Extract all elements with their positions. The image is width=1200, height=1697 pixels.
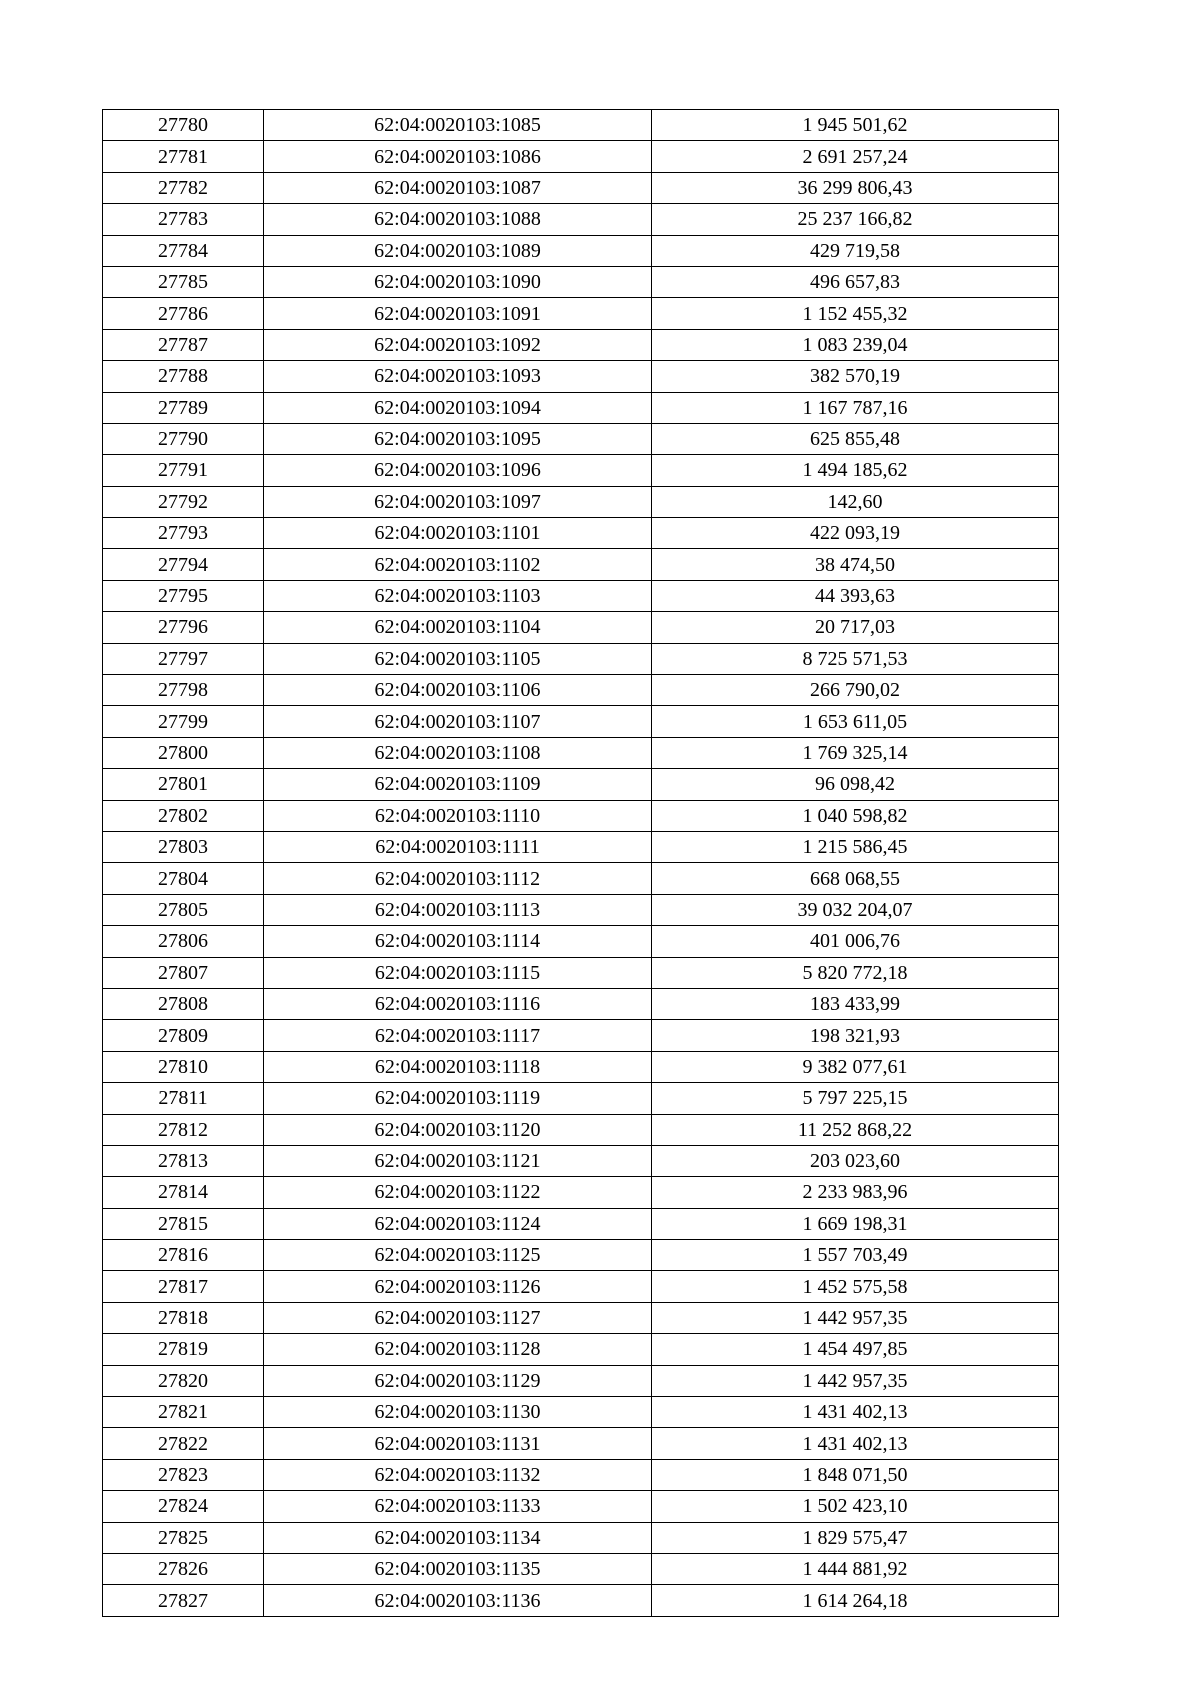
row-number-cell: 27784 xyxy=(103,235,264,266)
cadastral-value-cell: 1 494 185,62 xyxy=(652,455,1059,486)
cadastral-value-cell: 1 167 787,16 xyxy=(652,392,1059,423)
cadastral-value-cell: 1 442 957,35 xyxy=(652,1365,1059,1396)
row-number-cell: 27782 xyxy=(103,172,264,203)
table-row xyxy=(103,1428,1059,1459)
table-row xyxy=(103,737,1059,768)
cadastral-number-cell: 62:04:0020103:1114 xyxy=(264,926,652,957)
cadastral-number-cell: 62:04:0020103:1096 xyxy=(264,455,652,486)
row-number-cell: 27820 xyxy=(103,1365,264,1396)
table-row xyxy=(103,455,1059,486)
table-row xyxy=(103,1020,1059,1051)
row-number-cell: 27792 xyxy=(103,486,264,517)
cadastral-number-cell: 62:04:0020103:1109 xyxy=(264,769,652,800)
row-number-cell: 27799 xyxy=(103,706,264,737)
row-number-cell: 27826 xyxy=(103,1553,264,1584)
cadastral-value-cell: 1 431 402,13 xyxy=(652,1397,1059,1428)
row-number-cell: 27823 xyxy=(103,1459,264,1490)
cadastral-number-cell: 62:04:0020103:1104 xyxy=(264,612,652,643)
table-row xyxy=(103,1459,1059,1490)
cadastral-value-cell: 496 657,83 xyxy=(652,266,1059,297)
cadastral-number-cell: 62:04:0020103:1133 xyxy=(264,1491,652,1522)
cadastral-number-cell: 62:04:0020103:1087 xyxy=(264,172,652,203)
row-number-cell: 27804 xyxy=(103,863,264,894)
cadastral-number-cell: 62:04:0020103:1092 xyxy=(264,329,652,360)
cadastral-number-cell: 62:04:0020103:1122 xyxy=(264,1177,652,1208)
cadastral-number-cell: 62:04:0020103:1126 xyxy=(264,1271,652,1302)
cadastral-value-cell: 1 945 501,62 xyxy=(652,110,1059,141)
table-row xyxy=(103,298,1059,329)
cadastral-number-cell: 62:04:0020103:1089 xyxy=(264,235,652,266)
row-number-cell: 27789 xyxy=(103,392,264,423)
cadastral-number-cell: 62:04:0020103:1118 xyxy=(264,1051,652,1082)
cadastral-number-cell: 62:04:0020103:1129 xyxy=(264,1365,652,1396)
table-row xyxy=(103,1177,1059,1208)
row-number-cell: 27785 xyxy=(103,266,264,297)
cadastral-number-cell: 62:04:0020103:1107 xyxy=(264,706,652,737)
row-number-cell: 27821 xyxy=(103,1397,264,1428)
row-number-cell: 27810 xyxy=(103,1051,264,1082)
row-number-cell: 27790 xyxy=(103,423,264,454)
table-row xyxy=(103,612,1059,643)
row-number-cell: 27827 xyxy=(103,1585,264,1616)
cadastral-number-cell: 62:04:0020103:1121 xyxy=(264,1145,652,1176)
cadastral-value-cell: 422 093,19 xyxy=(652,518,1059,549)
cadastral-value-cell: 1 454 497,85 xyxy=(652,1334,1059,1365)
row-number-cell: 27797 xyxy=(103,643,264,674)
row-number-cell: 27786 xyxy=(103,298,264,329)
cadastral-value-cell: 382 570,19 xyxy=(652,361,1059,392)
row-number-cell: 27819 xyxy=(103,1334,264,1365)
cadastral-value-cell: 36 299 806,43 xyxy=(652,172,1059,203)
cadastral-value-cell: 11 252 868,22 xyxy=(652,1114,1059,1145)
cadastral-number-cell: 62:04:0020103:1124 xyxy=(264,1208,652,1239)
cadastral-number-cell: 62:04:0020103:1113 xyxy=(264,894,652,925)
cadastral-value-cell: 198 321,93 xyxy=(652,1020,1059,1051)
row-number-cell: 27803 xyxy=(103,831,264,862)
table-row xyxy=(103,1271,1059,1302)
table-row xyxy=(103,769,1059,800)
table-row xyxy=(103,1051,1059,1082)
cadastral-value-cell: 183 433,99 xyxy=(652,988,1059,1019)
table-row xyxy=(103,988,1059,1019)
row-number-cell: 27808 xyxy=(103,988,264,1019)
row-number-cell: 27802 xyxy=(103,800,264,831)
row-number-cell: 27806 xyxy=(103,926,264,957)
cadastral-value-cell: 8 725 571,53 xyxy=(652,643,1059,674)
cadastral-number-cell: 62:04:0020103:1115 xyxy=(264,957,652,988)
row-number-cell: 27807 xyxy=(103,957,264,988)
cadastral-value-cell: 1 829 575,47 xyxy=(652,1522,1059,1553)
cadastral-value-cell: 203 023,60 xyxy=(652,1145,1059,1176)
cadastral-number-cell: 62:04:0020103:1125 xyxy=(264,1240,652,1271)
table-row xyxy=(103,863,1059,894)
table-row xyxy=(103,141,1059,172)
cadastral-value-cell: 1 557 703,49 xyxy=(652,1240,1059,1271)
cadastral-value-cell: 1 653 611,05 xyxy=(652,706,1059,737)
row-number-cell: 27818 xyxy=(103,1302,264,1333)
table-body xyxy=(103,110,1059,1617)
cadastral-value-cell: 38 474,50 xyxy=(652,549,1059,580)
table-row xyxy=(103,329,1059,360)
cadastral-number-cell: 62:04:0020103:1103 xyxy=(264,580,652,611)
cadastral-value-cell: 1 442 957,35 xyxy=(652,1302,1059,1333)
row-number-cell: 27788 xyxy=(103,361,264,392)
table-row xyxy=(103,1334,1059,1365)
row-number-cell: 27817 xyxy=(103,1271,264,1302)
table-row xyxy=(103,580,1059,611)
cadastral-value-cell: 1 848 071,50 xyxy=(652,1459,1059,1490)
cadastral-value-cell: 2 691 257,24 xyxy=(652,141,1059,172)
table-row xyxy=(103,1522,1059,1553)
table-row xyxy=(103,706,1059,737)
row-number-cell: 27815 xyxy=(103,1208,264,1239)
table-row xyxy=(103,831,1059,862)
cadastral-value-cell: 1 769 325,14 xyxy=(652,737,1059,768)
cadastral-value-cell: 1 444 881,92 xyxy=(652,1553,1059,1584)
cadastral-number-cell: 62:04:0020103:1091 xyxy=(264,298,652,329)
cadastral-number-cell: 62:04:0020103:1111 xyxy=(264,831,652,862)
cadastral-value-cell: 625 855,48 xyxy=(652,423,1059,454)
cadastral-number-cell: 62:04:0020103:1097 xyxy=(264,486,652,517)
table-row xyxy=(103,957,1059,988)
row-number-cell: 27796 xyxy=(103,612,264,643)
table-row xyxy=(103,1145,1059,1176)
cadastral-value-cell: 266 790,02 xyxy=(652,675,1059,706)
table-row xyxy=(103,423,1059,454)
table-row xyxy=(103,1397,1059,1428)
table-row xyxy=(103,518,1059,549)
cadastral-value-table xyxy=(102,109,1059,1617)
cadastral-number-cell: 62:04:0020103:1102 xyxy=(264,549,652,580)
cadastral-value-cell: 9 382 077,61 xyxy=(652,1051,1059,1082)
cadastral-number-cell: 62:04:0020103:1130 xyxy=(264,1397,652,1428)
cadastral-value-cell: 1 431 402,13 xyxy=(652,1428,1059,1459)
cadastral-number-cell: 62:04:0020103:1119 xyxy=(264,1083,652,1114)
cadastral-value-cell: 1 040 598,82 xyxy=(652,800,1059,831)
cadastral-number-cell: 62:04:0020103:1093 xyxy=(264,361,652,392)
cadastral-value-cell: 25 237 166,82 xyxy=(652,204,1059,235)
table-row xyxy=(103,110,1059,141)
row-number-cell: 27809 xyxy=(103,1020,264,1051)
table-row xyxy=(103,1208,1059,1239)
cadastral-number-cell: 62:04:0020103:1094 xyxy=(264,392,652,423)
row-number-cell: 27793 xyxy=(103,518,264,549)
cadastral-number-cell: 62:04:0020103:1112 xyxy=(264,863,652,894)
cadastral-value-cell: 1 614 264,18 xyxy=(652,1585,1059,1616)
cadastral-number-cell: 62:04:0020103:1095 xyxy=(264,423,652,454)
row-number-cell: 27787 xyxy=(103,329,264,360)
row-number-cell: 27780 xyxy=(103,110,264,141)
cadastral-value-cell: 142,60 xyxy=(652,486,1059,517)
cadastral-number-cell: 62:04:0020103:1101 xyxy=(264,518,652,549)
cadastral-number-cell: 62:04:0020103:1132 xyxy=(264,1459,652,1490)
cadastral-number-cell: 62:04:0020103:1134 xyxy=(264,1522,652,1553)
table-row xyxy=(103,800,1059,831)
row-number-cell: 27781 xyxy=(103,141,264,172)
table-row xyxy=(103,235,1059,266)
cadastral-value-cell: 1 452 575,58 xyxy=(652,1271,1059,1302)
row-number-cell: 27814 xyxy=(103,1177,264,1208)
table-row xyxy=(103,1083,1059,1114)
row-number-cell: 27825 xyxy=(103,1522,264,1553)
table-row xyxy=(103,1365,1059,1396)
cadastral-number-cell: 62:04:0020103:1136 xyxy=(264,1585,652,1616)
cadastral-value-cell: 1 502 423,10 xyxy=(652,1491,1059,1522)
cadastral-number-cell: 62:04:0020103:1120 xyxy=(264,1114,652,1145)
table-row xyxy=(103,361,1059,392)
cadastral-number-cell: 62:04:0020103:1117 xyxy=(264,1020,652,1051)
table-row xyxy=(103,1585,1059,1616)
row-number-cell: 27791 xyxy=(103,455,264,486)
table-row xyxy=(103,643,1059,674)
cadastral-number-cell: 62:04:0020103:1127 xyxy=(264,1302,652,1333)
cadastral-number-cell: 62:04:0020103:1128 xyxy=(264,1334,652,1365)
cadastral-value-cell: 44 393,63 xyxy=(652,580,1059,611)
cadastral-number-cell: 62:04:0020103:1135 xyxy=(264,1553,652,1584)
row-number-cell: 27812 xyxy=(103,1114,264,1145)
cadastral-value-cell: 1 669 198,31 xyxy=(652,1208,1059,1239)
row-number-cell: 27822 xyxy=(103,1428,264,1459)
cadastral-number-cell: 62:04:0020103:1106 xyxy=(264,675,652,706)
cadastral-value-cell: 5 820 772,18 xyxy=(652,957,1059,988)
cadastral-value-cell: 401 006,76 xyxy=(652,926,1059,957)
table-row xyxy=(103,675,1059,706)
cadastral-value-cell: 39 032 204,07 xyxy=(652,894,1059,925)
table-row xyxy=(103,1114,1059,1145)
cadastral-value-cell: 668 068,55 xyxy=(652,863,1059,894)
table-row xyxy=(103,549,1059,580)
cadastral-number-cell: 62:04:0020103:1116 xyxy=(264,988,652,1019)
table-row xyxy=(103,926,1059,957)
cadastral-number-cell: 62:04:0020103:1108 xyxy=(264,737,652,768)
cadastral-value-cell: 96 098,42 xyxy=(652,769,1059,800)
row-number-cell: 27795 xyxy=(103,580,264,611)
cadastral-number-cell: 62:04:0020103:1090 xyxy=(264,266,652,297)
row-number-cell: 27811 xyxy=(103,1083,264,1114)
cadastral-number-cell: 62:04:0020103:1105 xyxy=(264,643,652,674)
cadastral-value-cell: 2 233 983,96 xyxy=(652,1177,1059,1208)
row-number-cell: 27783 xyxy=(103,204,264,235)
table-row xyxy=(103,266,1059,297)
cadastral-value-cell: 429 719,58 xyxy=(652,235,1059,266)
row-number-cell: 27813 xyxy=(103,1145,264,1176)
cadastral-value-cell: 1 083 239,04 xyxy=(652,329,1059,360)
table-row xyxy=(103,392,1059,423)
row-number-cell: 27801 xyxy=(103,769,264,800)
table-row xyxy=(103,1240,1059,1271)
table-row xyxy=(103,1491,1059,1522)
table-row xyxy=(103,1302,1059,1333)
cadastral-number-cell: 62:04:0020103:1131 xyxy=(264,1428,652,1459)
row-number-cell: 27824 xyxy=(103,1491,264,1522)
cadastral-value-cell: 1 215 586,45 xyxy=(652,831,1059,862)
table-row xyxy=(103,486,1059,517)
cadastral-number-cell: 62:04:0020103:1085 xyxy=(264,110,652,141)
cadastral-number-cell: 62:04:0020103:1088 xyxy=(264,204,652,235)
table-row xyxy=(103,172,1059,203)
cadastral-number-cell: 62:04:0020103:1110 xyxy=(264,800,652,831)
row-number-cell: 27805 xyxy=(103,894,264,925)
row-number-cell: 27794 xyxy=(103,549,264,580)
row-number-cell: 27800 xyxy=(103,737,264,768)
row-number-cell: 27816 xyxy=(103,1240,264,1271)
cadastral-value-cell: 5 797 225,15 xyxy=(652,1083,1059,1114)
cadastral-number-cell: 62:04:0020103:1086 xyxy=(264,141,652,172)
cadastral-value-cell: 1 152 455,32 xyxy=(652,298,1059,329)
table-row xyxy=(103,894,1059,925)
table-row xyxy=(103,1553,1059,1584)
table-row xyxy=(103,204,1059,235)
row-number-cell: 27798 xyxy=(103,675,264,706)
cadastral-value-cell: 20 717,03 xyxy=(652,612,1059,643)
